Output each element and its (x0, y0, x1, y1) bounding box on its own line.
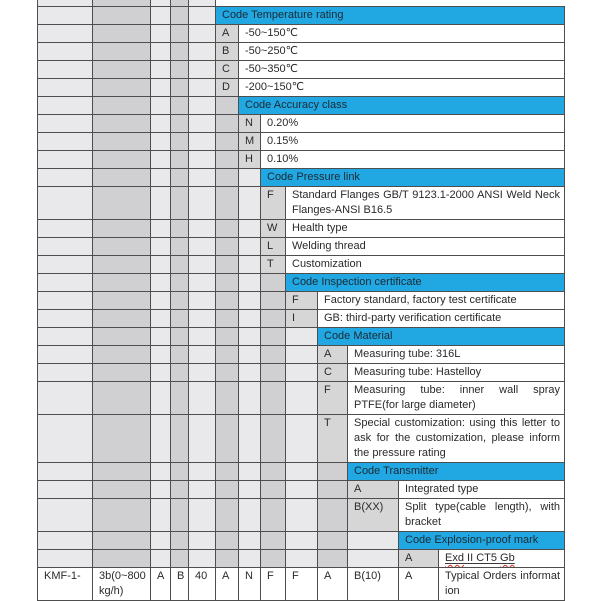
empty-grid-cell (261, 346, 286, 364)
empty-grid-cell (239, 382, 261, 415)
empty-grid-cell (318, 532, 348, 550)
empty-grid-cell (239, 415, 261, 463)
empty-grid-cell (189, 220, 216, 238)
empty-grid-cell (189, 238, 216, 256)
empty-grid-cell (261, 481, 286, 499)
empty-grid-cell (38, 382, 93, 415)
empty-grid-cell (93, 238, 151, 256)
empty-grid-cell (239, 169, 261, 187)
empty-grid-cell (216, 133, 239, 151)
empty-grid-cell (286, 382, 318, 415)
empty-grid-cell (216, 550, 239, 568)
empty-grid-cell (189, 274, 216, 292)
empty-grid-cell (93, 43, 151, 61)
empty-grid-cell (216, 310, 239, 328)
empty-grid-cell (38, 115, 93, 133)
section-header: Code Material (318, 328, 565, 346)
empty-grid-cell (261, 328, 286, 346)
empty-grid-cell (216, 220, 239, 238)
empty-grid-cell (93, 79, 151, 97)
section-header: Code Inspection certificate (286, 274, 565, 292)
empty-grid-cell (171, 25, 189, 43)
code-cell: M (239, 133, 261, 151)
empty-grid-cell (93, 463, 151, 481)
empty-grid-cell (171, 220, 189, 238)
empty-grid-cell (171, 133, 189, 151)
example-cell: 40 (189, 568, 216, 601)
example-cell: N (239, 568, 261, 601)
product-code-table (37, 0, 565, 601)
table-row (38, 499, 565, 532)
empty-grid-cell (286, 499, 318, 532)
empty-grid-cell (93, 220, 151, 238)
empty-grid-cell (189, 550, 216, 568)
table-row (38, 151, 565, 169)
empty-grid-cell (189, 415, 216, 463)
empty-grid-cell (38, 25, 93, 43)
empty-grid-cell (151, 328, 171, 346)
value-cell: Measuring tube: 316L (348, 346, 565, 364)
value-cell: Welding thread (286, 238, 565, 256)
value-cell: GB: third-party verification certificate (318, 310, 565, 328)
empty-grid-cell (239, 550, 261, 568)
example-cell: F (286, 568, 318, 601)
empty-grid-cell (189, 133, 216, 151)
code-cell: A (216, 25, 239, 43)
empty-grid-cell (151, 550, 171, 568)
empty-grid-cell (239, 364, 261, 382)
spellcheck-marked-text: Exd (445, 552, 464, 564)
empty-grid-cell (318, 481, 348, 499)
empty-grid-cell (239, 463, 261, 481)
empty-grid-cell (93, 187, 151, 220)
empty-grid-cell (216, 463, 239, 481)
value-cell: Customization (286, 256, 565, 274)
empty-grid-cell (261, 364, 286, 382)
example-cell: KMF-1- (38, 568, 93, 601)
empty-grid-cell (171, 151, 189, 169)
empty-grid-cell (318, 550, 348, 568)
table-row (38, 187, 565, 220)
code-cell: F (261, 187, 286, 220)
value-cell: -50~350℃ (239, 61, 565, 79)
empty-grid-cell (318, 463, 348, 481)
empty-grid-cell (189, 256, 216, 274)
empty-grid-cell (38, 256, 93, 274)
empty-grid-cell (151, 499, 171, 532)
empty-grid-cell (38, 133, 93, 151)
value-cell: 0.20% (261, 115, 565, 133)
section-header-row (38, 7, 565, 25)
empty-grid-cell (171, 61, 189, 79)
value-cell: Special customization: using this letter to ask for the customization, please inform the pressure rating (348, 415, 565, 463)
value-cell: -50~250℃ (239, 43, 565, 61)
empty-grid-cell (151, 151, 171, 169)
empty-grid-cell (239, 256, 261, 274)
empty-grid-cell (93, 115, 151, 133)
empty-grid-cell (286, 364, 318, 382)
empty-grid-cell (239, 346, 261, 364)
section-header-row (38, 463, 565, 481)
empty-grid-cell (171, 274, 189, 292)
empty-grid-cell (286, 415, 318, 463)
empty-grid-cell (171, 292, 189, 310)
table-row (38, 238, 565, 256)
empty-grid-cell (286, 532, 318, 550)
empty-grid-cell (216, 187, 239, 220)
empty-grid-cell (189, 310, 216, 328)
empty-grid-cell (38, 169, 93, 187)
empty-grid-cell (239, 220, 261, 238)
empty-grid-cell (261, 532, 286, 550)
empty-grid-cell (38, 43, 93, 61)
value-cell: Split type(cable length), with bracket (399, 499, 565, 532)
empty-grid-cell (38, 532, 93, 550)
empty-grid-cell (239, 328, 261, 346)
code-cell: L (261, 238, 286, 256)
empty-grid-cell (216, 151, 239, 169)
empty-grid-cell (93, 97, 151, 115)
empty-grid-cell (189, 499, 216, 532)
empty-grid-cell (151, 43, 171, 61)
empty-grid-cell (38, 463, 93, 481)
code-cell: F (318, 382, 348, 415)
empty-grid-cell (171, 187, 189, 220)
empty-grid-cell (216, 532, 239, 550)
example-cell: B (171, 568, 189, 601)
value-cell: Standard Flanges GB/T 9123.1-2000 ANSI Weld Neck Flanges-ANSI B16.5 (286, 187, 565, 220)
empty-grid-cell (189, 43, 216, 61)
code-cell: A (348, 481, 399, 499)
empty-grid-cell (38, 7, 93, 25)
empty-grid-cell (151, 97, 171, 115)
empty-grid-cell (93, 25, 151, 43)
example-cell: F (261, 568, 286, 601)
empty-grid-cell (189, 169, 216, 187)
code-cell: A (318, 346, 348, 364)
empty-grid-cell (151, 382, 171, 415)
table-row (38, 79, 565, 97)
empty-grid-cell (261, 550, 286, 568)
value-cell: Factory standard, factory test certificate (318, 292, 565, 310)
table-row (38, 481, 565, 499)
empty-grid-cell (348, 532, 399, 550)
empty-grid-cell (93, 310, 151, 328)
empty-grid-cell (239, 310, 261, 328)
empty-grid-cell (189, 7, 216, 25)
empty-grid-cell (38, 346, 93, 364)
empty-grid-cell (261, 274, 286, 292)
empty-grid-cell (189, 25, 216, 43)
empty-grid-cell (93, 415, 151, 463)
empty-grid-cell (151, 115, 171, 133)
empty-grid-cell (93, 346, 151, 364)
empty-grid-cell (171, 169, 189, 187)
empty-grid-cell (93, 256, 151, 274)
empty-grid-cell (151, 61, 171, 79)
section-header: Code Accuracy class (239, 97, 565, 115)
section-header: Code Transmitter (348, 463, 565, 481)
code-cell: T (261, 256, 286, 274)
empty-grid-cell (239, 499, 261, 532)
empty-grid-cell (189, 187, 216, 220)
empty-grid-cell (151, 481, 171, 499)
empty-grid-cell (151, 346, 171, 364)
example-cell: A (151, 568, 171, 601)
value-cell: Health type (286, 220, 565, 238)
code-cell: C (318, 364, 348, 382)
value-cell (439, 550, 565, 568)
empty-grid-cell (151, 79, 171, 97)
empty-grid-cell (189, 79, 216, 97)
empty-grid-cell (189, 481, 216, 499)
empty-grid-cell (171, 79, 189, 97)
example-order-row (38, 568, 565, 601)
empty-grid-cell (216, 346, 239, 364)
spellcheck-marked-text: Gb (500, 552, 515, 564)
table-row (38, 43, 565, 61)
empty-grid-cell (286, 346, 318, 364)
section-header-row (38, 328, 565, 346)
empty-grid-cell (93, 382, 151, 415)
section-header: Code Pressure link (261, 169, 565, 187)
plain-text: II CT5 (463, 552, 501, 564)
empty-grid-cell (239, 532, 261, 550)
empty-grid-cell (216, 415, 239, 463)
value-cell: 0.10% (261, 151, 565, 169)
empty-grid-cell (93, 133, 151, 151)
empty-grid-cell (216, 256, 239, 274)
empty-grid-cell (286, 463, 318, 481)
empty-grid-cell (151, 187, 171, 220)
empty-grid-cell (239, 274, 261, 292)
table-row (38, 25, 565, 43)
section-header-row (38, 97, 565, 115)
value-cell: Integrated type (399, 481, 565, 499)
section-header: Code Explosion-proof mark (399, 532, 565, 550)
section-header-row (38, 532, 565, 550)
empty-grid-cell (93, 481, 151, 499)
empty-grid-cell (151, 463, 171, 481)
table-row (38, 133, 565, 151)
table-row (38, 256, 565, 274)
empty-grid-cell (261, 499, 286, 532)
example-cell: A (399, 568, 439, 601)
empty-grid-cell (38, 61, 93, 79)
empty-grid-cell (151, 364, 171, 382)
empty-grid-cell (38, 310, 93, 328)
empty-grid-cell (171, 532, 189, 550)
code-cell: C (216, 61, 239, 79)
empty-grid-cell (216, 274, 239, 292)
code-cell: H (239, 151, 261, 169)
empty-grid-cell (239, 238, 261, 256)
empty-grid-cell (93, 532, 151, 550)
empty-grid-cell (171, 346, 189, 364)
empty-grid-cell (171, 481, 189, 499)
empty-grid-cell (151, 415, 171, 463)
value-cell: 0.15% (261, 133, 565, 151)
example-cell: Typical Orders information (439, 568, 565, 601)
empty-grid-cell (189, 328, 216, 346)
empty-grid-cell (93, 550, 151, 568)
empty-grid-cell (38, 328, 93, 346)
value-cell: Measuring tube: Hastelloy (348, 364, 565, 382)
table-row (38, 220, 565, 238)
empty-grid-cell (38, 97, 93, 115)
empty-grid-cell (189, 115, 216, 133)
empty-grid-cell (216, 364, 239, 382)
table-row (38, 364, 565, 382)
empty-grid-cell (93, 169, 151, 187)
example-cell: 3b(0~800kg/h) (93, 568, 151, 601)
empty-grid-cell (216, 115, 239, 133)
empty-grid-cell (189, 364, 216, 382)
underlined-text (445, 552, 515, 564)
empty-grid-cell (93, 274, 151, 292)
empty-grid-cell (171, 256, 189, 274)
example-cell: B(10) (348, 568, 399, 601)
empty-grid-cell (189, 346, 216, 364)
empty-grid-cell (189, 61, 216, 79)
empty-grid-cell (318, 499, 348, 532)
empty-grid-cell (93, 328, 151, 346)
empty-grid-cell (151, 532, 171, 550)
empty-grid-cell (38, 274, 93, 292)
code-cell: I (286, 310, 318, 328)
code-cell: B(XX) (348, 499, 399, 532)
empty-grid-cell (171, 7, 189, 25)
table-row (38, 61, 565, 79)
empty-grid-cell (93, 499, 151, 532)
empty-grid-cell (171, 382, 189, 415)
empty-grid-cell (171, 499, 189, 532)
empty-grid-cell (348, 550, 399, 568)
code-cell: B (216, 43, 239, 61)
empty-grid-cell (216, 382, 239, 415)
empty-grid-cell (189, 532, 216, 550)
empty-grid-cell (261, 415, 286, 463)
empty-grid-cell (151, 256, 171, 274)
empty-grid-cell (171, 238, 189, 256)
empty-grid-cell (286, 328, 318, 346)
section-header: Code Temperature rating (216, 7, 565, 25)
empty-grid-cell (38, 550, 93, 568)
empty-grid-cell (216, 499, 239, 532)
empty-grid-cell (38, 499, 93, 532)
code-cell: W (261, 220, 286, 238)
empty-grid-cell (216, 292, 239, 310)
empty-grid-cell (151, 7, 171, 25)
table-row (38, 292, 565, 310)
empty-grid-cell (38, 415, 93, 463)
empty-grid-cell (261, 382, 286, 415)
empty-grid-cell (261, 463, 286, 481)
section-header-row (38, 274, 565, 292)
empty-grid-cell (151, 238, 171, 256)
table-row (38, 550, 565, 568)
empty-grid-cell (151, 133, 171, 151)
empty-grid-cell (93, 151, 151, 169)
empty-grid-cell (171, 310, 189, 328)
empty-grid-cell (171, 415, 189, 463)
value-cell: -200~150℃ (239, 79, 565, 97)
table-row (38, 310, 565, 328)
empty-grid-cell (93, 7, 151, 25)
empty-grid-cell (239, 187, 261, 220)
empty-grid-cell (38, 364, 93, 382)
value-cell: Measuring tube: inner wall spray PTFE(for large diameter) (348, 382, 565, 415)
empty-grid-cell (151, 310, 171, 328)
empty-grid-cell (216, 97, 239, 115)
empty-grid-cell (261, 310, 286, 328)
empty-grid-cell (171, 43, 189, 61)
empty-grid-cell (38, 79, 93, 97)
empty-grid-cell (171, 463, 189, 481)
empty-grid-cell (151, 292, 171, 310)
code-cell: D (216, 79, 239, 97)
empty-grid-cell (171, 115, 189, 133)
empty-grid-cell (239, 292, 261, 310)
empty-grid-cell (38, 292, 93, 310)
empty-grid-cell (93, 364, 151, 382)
empty-grid-cell (189, 97, 216, 115)
code-cell: F (286, 292, 318, 310)
empty-grid-cell (38, 238, 93, 256)
empty-grid-cell (93, 61, 151, 79)
empty-grid-cell (286, 481, 318, 499)
empty-grid-cell (216, 481, 239, 499)
empty-grid-cell (151, 220, 171, 238)
empty-grid-cell (216, 238, 239, 256)
empty-grid-cell (216, 169, 239, 187)
value-cell: -50~150℃ (239, 25, 565, 43)
empty-grid-cell (216, 328, 239, 346)
empty-grid-cell (38, 220, 93, 238)
example-cell: A (216, 568, 239, 601)
empty-grid-cell (189, 292, 216, 310)
empty-grid-cell (261, 292, 286, 310)
empty-grid-cell (239, 481, 261, 499)
code-cell: A (399, 550, 439, 568)
table-row (38, 346, 565, 364)
empty-grid-cell (171, 550, 189, 568)
table-row (38, 415, 565, 463)
empty-grid-cell (286, 550, 318, 568)
empty-grid-cell (151, 274, 171, 292)
empty-grid-cell (171, 328, 189, 346)
empty-grid-cell (38, 151, 93, 169)
empty-grid-cell (171, 97, 189, 115)
empty-grid-cell (189, 151, 216, 169)
code-cell: N (239, 115, 261, 133)
empty-grid-cell (93, 292, 151, 310)
empty-grid-cell (189, 463, 216, 481)
code-cell: T (318, 415, 348, 463)
empty-grid-cell (151, 169, 171, 187)
empty-grid-cell (189, 382, 216, 415)
table-row (38, 382, 565, 415)
section-header-row (38, 169, 565, 187)
empty-grid-cell (38, 187, 93, 220)
table-row (38, 115, 565, 133)
empty-grid-cell (38, 481, 93, 499)
empty-grid-cell (171, 364, 189, 382)
example-cell: A (318, 568, 348, 601)
empty-grid-cell (151, 25, 171, 43)
